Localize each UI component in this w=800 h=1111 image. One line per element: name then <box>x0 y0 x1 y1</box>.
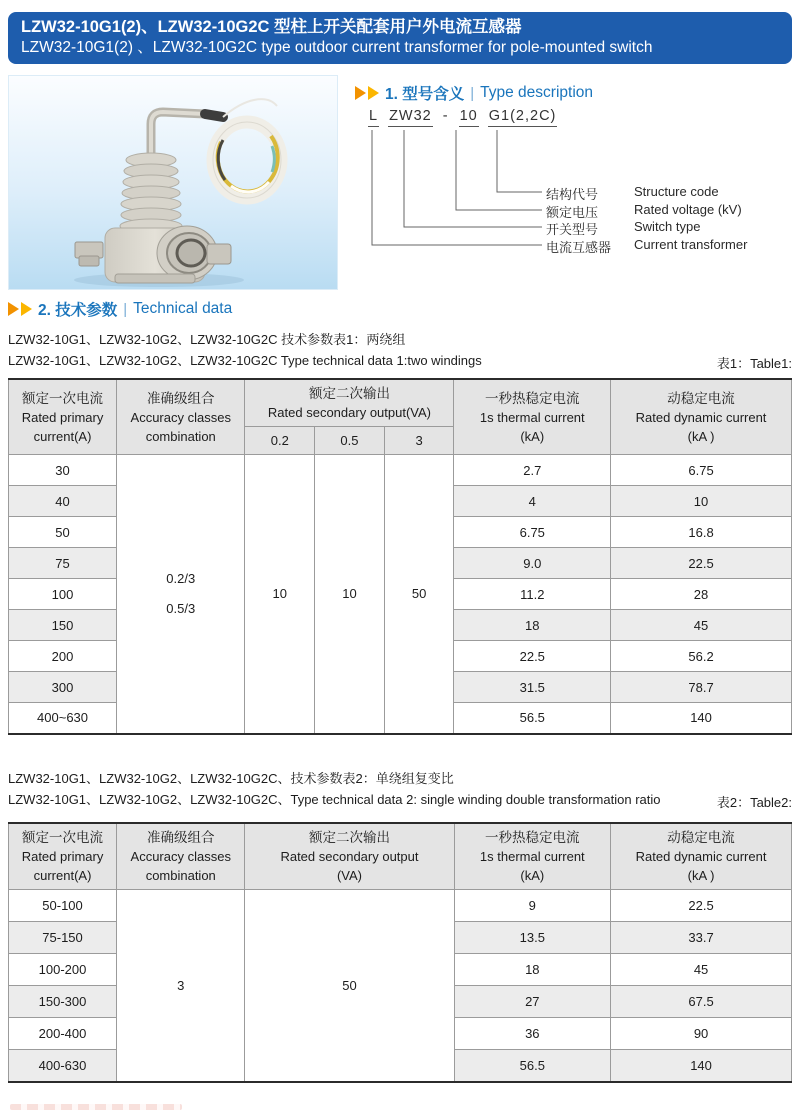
double-arrow-icon <box>355 86 379 100</box>
header-secondary-output: 额定二次输出 Rated secondary output (VA) <box>245 823 454 890</box>
header-thermal-current: 一秒热稳定电流 1s thermal current (kA) <box>454 379 611 455</box>
cell-dynamic-current: 45 <box>611 610 792 641</box>
code-part-series: L <box>368 108 379 127</box>
label-ct-en: Current transformer <box>634 237 748 252</box>
cell-dynamic-current: 67.5 <box>611 986 792 1018</box>
diagram-label-row <box>546 184 719 203</box>
header-dynamic-current: 动稳定电流 Rated dynamic current (kA ) <box>611 823 792 890</box>
cell-dynamic-current: 10 <box>611 486 792 517</box>
code-part-structure: G1(2,2C) <box>488 108 558 127</box>
cell-thermal-current: 31.5 <box>454 672 611 703</box>
table2-note <box>8 768 792 812</box>
label-voltage-en: Rated voltage (kV) <box>634 202 742 217</box>
cell-dynamic-current: 33.7 <box>611 922 792 954</box>
cell-dynamic-current: 22.5 <box>611 890 792 922</box>
cell-dynamic-current: 140 <box>611 703 792 734</box>
cell-dynamic-current: 45 <box>611 954 792 986</box>
header-thermal-current: 一秒热稳定电流 1s thermal current (kA) <box>454 823 611 890</box>
code-part-voltage: 10 <box>459 108 479 127</box>
title-band <box>8 12 792 64</box>
cell-output-0p2: 10 <box>245 455 315 734</box>
cell-thermal-current: 4 <box>454 486 611 517</box>
cell-output-0p5: 10 <box>315 455 385 734</box>
product-photo <box>8 75 338 290</box>
product-photo-illustration <box>9 76 337 289</box>
section1-heading <box>355 82 593 104</box>
cell-primary-current: 400~630 <box>9 703 117 734</box>
cell-primary-current: 30 <box>9 455 117 486</box>
cell-dynamic-current: 90 <box>611 1018 792 1050</box>
cell-primary-current: 300 <box>9 672 117 703</box>
type-designation-diagram <box>352 106 792 266</box>
label-voltage-zh: 额定电压 <box>546 205 599 220</box>
cell-primary-current: 40 <box>9 486 117 517</box>
section2-title-en: Technical data <box>133 300 233 317</box>
cell-thermal-current: 56.5 <box>454 703 611 734</box>
table-row <box>9 455 792 486</box>
cell-primary-current: 75 <box>9 548 117 579</box>
double-arrow-icon <box>8 302 32 316</box>
cell-thermal-current: 18 <box>454 954 611 986</box>
cell-thermal-current: 2.7 <box>454 455 611 486</box>
cell-thermal-current: 13.5 <box>454 922 611 954</box>
cell-thermal-current: 27 <box>454 986 611 1018</box>
section2-heading <box>8 298 232 320</box>
cell-thermal-current: 36 <box>454 1018 611 1050</box>
technical-data-table-2 <box>8 822 792 1083</box>
page-title-zh: LZW32-10G1(2)、LZW32-10G2C 型柱上开关配套用户外电流互感器 <box>21 18 522 36</box>
cell-primary-current: 100-200 <box>9 954 117 986</box>
code-part-switch: ZW32 <box>388 108 433 127</box>
cell-dynamic-current: 22.5 <box>611 548 792 579</box>
heading-divider: | <box>123 300 128 318</box>
diagram-label-row <box>546 237 747 256</box>
table1-tag: 表1：Table1: <box>716 356 792 371</box>
cell-thermal-current: 18 <box>454 610 611 641</box>
section1-title-en: Type description <box>480 84 594 101</box>
cell-accuracy-combination: 0.2/3 0.5/3 <box>117 455 245 734</box>
technical-data-table-1 <box>8 378 792 735</box>
cell-primary-current: 200-400 <box>9 1018 117 1050</box>
header-primary-current: 额定一次电流 Rated primary current(A) <box>9 379 117 455</box>
cell-dynamic-current: 140 <box>611 1050 792 1082</box>
table2-note-zh: LZW32-10G1、LZW32-10G2、LZW32-10G2C、技术参数表2：单绕组复变比 <box>8 771 454 786</box>
cell-secondary-output: 50 <box>245 890 454 1082</box>
label-structure-en: Structure code <box>634 184 719 199</box>
cell-dynamic-current: 16.8 <box>611 517 792 548</box>
cell-thermal-current: 6.75 <box>454 517 611 548</box>
cell-accuracy-combination: 3 <box>117 890 245 1082</box>
table2-tag: 表2：Table2: <box>716 795 792 810</box>
header-sub-0p5: 0.5 <box>315 427 385 455</box>
header-secondary-output: 额定二次输出 Rated secondary output(VA) <box>245 379 454 427</box>
cell-output-3: 50 <box>384 455 454 734</box>
cell-thermal-current: 22.5 <box>454 641 611 672</box>
label-switch-en: Switch type <box>634 219 701 234</box>
header-dynamic-current: 动稳定电流 Rated dynamic current (kA ) <box>611 379 792 455</box>
label-switch-zh: 开关型号 <box>546 222 599 237</box>
header-sub-0p2: 0.2 <box>245 427 315 455</box>
table1-note-zh: LZW32-10G1、LZW32-10G2、LZW32-10G2C 技术参数表1：两绕组 <box>8 332 406 347</box>
header-accuracy: 准确级组合 Accuracy classes combination <box>117 379 245 455</box>
cell-primary-current: 150-300 <box>9 986 117 1018</box>
diagram-label-row <box>546 219 700 238</box>
header-sub-3: 3 <box>384 427 454 455</box>
cell-dynamic-current: 78.7 <box>611 672 792 703</box>
table2-note-en: LZW32-10G1、LZW32-10G2、LZW32-10G2C、Type technical data 2: single winding double transformation ratio <box>8 792 661 807</box>
table1-note-en: LZW32-10G1、LZW32-10G2、LZW32-10G2C Type technical data 1:two windings <box>8 353 482 368</box>
cell-thermal-current: 11.2 <box>454 579 611 610</box>
cell-dynamic-current: 6.75 <box>611 455 792 486</box>
page-title-en: LZW32-10G1(2) 、LZW32-10G2C type outdoor current transformer for pole-mounted switch <box>21 39 653 56</box>
next-section-cutoff <box>10 1104 182 1110</box>
cell-primary-current: 100 <box>9 579 117 610</box>
table-row <box>9 890 792 922</box>
code-part-hyphen: - <box>442 108 449 124</box>
cell-dynamic-current: 28 <box>611 579 792 610</box>
header-accuracy: 准确级组合 Accuracy classes combination <box>117 823 245 890</box>
cell-thermal-current: 9.0 <box>454 548 611 579</box>
heading-divider: | <box>470 84 475 102</box>
header-primary-current: 额定一次电流 Rated primary current(A) <box>9 823 117 890</box>
cell-primary-current: 400-630 <box>9 1050 117 1082</box>
cell-primary-current: 150 <box>9 610 117 641</box>
label-ct-zh: 电流互感器 <box>546 240 612 255</box>
cell-dynamic-current: 56.2 <box>611 641 792 672</box>
table1-note <box>8 329 792 373</box>
cell-thermal-current: 56.5 <box>454 1050 611 1082</box>
cell-thermal-current: 9 <box>454 890 611 922</box>
label-structure-zh: 结构代号 <box>546 187 599 202</box>
section1-title-zh: 1. 型号含义 <box>385 86 465 103</box>
section2-title-zh: 2. 技术参数 <box>38 302 118 319</box>
cell-primary-current: 200 <box>9 641 117 672</box>
cell-primary-current: 75-150 <box>9 922 117 954</box>
cell-primary-current: 50 <box>9 517 117 548</box>
cell-primary-current: 50-100 <box>9 890 117 922</box>
